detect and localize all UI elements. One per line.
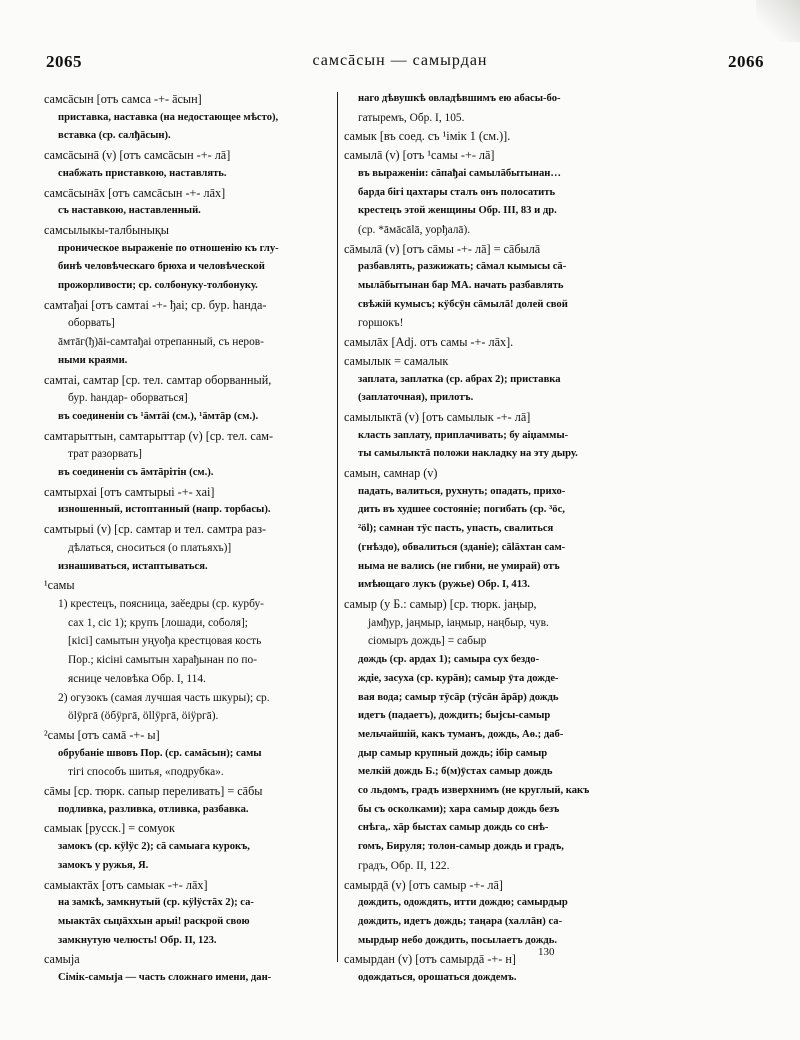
headword-line: самык [въ соед. съ ¹імік 1 (см.)]. [344,129,511,144]
definition-line: дѣлаться, сноситься (о платьяхъ)] [68,541,232,554]
definition-line: дить въ худшее состояніе; погибать (ср. ³ӧс, [358,504,565,516]
headword-line: самтарыттын, самтарыттар (v) [ср. тел. сам- [44,428,274,443]
page-corner-shadow [756,0,800,42]
running-head: самсāсын — самырдан [312,52,488,69]
definition-line: идетъ (падаетъ), дождить; быјсы-самыр [358,710,551,722]
headword-line: самтаі, самтар [ср. тел. самтар оборванный, [44,372,272,387]
definition-line: съ наставкою, наставленный. [58,205,201,217]
definition-line: бинѣ человѣческаго брюха и человѣческой [58,261,265,273]
definition-line: сах 1, сіс 1); крупъ [лошади, соболя]; [68,616,248,629]
definition-line: [кісі] самытын уңуођа крестцовая кость [68,635,262,648]
definition-line: дождь (ср. ардах 1); самыра сух бездо- [358,654,540,666]
left-column [44,90,338,988]
definition-line: дыр самыр крупный дождь; ібір самыр [358,747,548,759]
right-column [344,90,642,988]
definition-line: дождить, одождять, итти дождю; самырдыр [358,897,568,909]
definition-line: падать, валиться, рухнуть; опадать, прихо- [358,485,566,497]
definition-line: приставка, наставка (на недостающее мѣсто), [58,111,279,123]
definition-line: на замкѣ, замкнутый (ср. кӱlӱстāх 2); са- [58,897,254,909]
headword-line: самыактāх [отъ самыак -+- лāх] [44,877,208,892]
definition-line: бы съ осколками); хара самыр дождь безъ [358,803,560,815]
definition-line: вставка (ср. салђāсын). [58,130,171,142]
headword-line: ¹самы [44,578,75,593]
definition-line: имѣющаго лукъ (ружье) Обр. I, 413. [358,579,530,591]
definition-line: мельчайшій, какъ туманъ, дождь, Аө.; даб- [358,728,564,740]
definition-line: вая вода; самыр тӱсāр (тӱсāн āрāр) дождь [358,691,559,703]
definition-line: ждіе, засуха (ср. курāн); самыр ӯта дожде- [358,672,559,684]
definition-line: гомъ, Бируля; толон-самыр дождь и градъ, [358,841,564,853]
headword-line: самсāсын [отъ самса -+- āсын] [44,92,202,106]
definition-line: 2) огузокъ (самая лучшая часть шкуры); ср. [58,691,270,704]
definition-line: въ соединеніи съ āмтāрітін (см.). [58,467,214,479]
definition-line: замокъ (ср. кӱlӱс 2); сā самыага курокъ, [58,841,250,853]
definition-line: проническое выраженіе по отношенію къ глу- [58,242,279,254]
definition-line: разбавлять, разжижать; сāмал кымысы сā- [358,261,567,273]
definition-line: (гнѣздо), обвалиться (зданіе); сālāхтан сам- [358,541,566,553]
headword-line: самылык = самалык [344,353,449,368]
headword-line: самтырхаі [отъ самтырыі -+- хаі] [44,484,215,499]
definition-line: изношенный, истоптанный (напр. торбасы). [58,504,271,516]
headword-line: самтађаі [отъ самтаі -+- ђаі; ср. бур. һанда- [44,297,267,312]
definition-line: сіомыръ дождь] = сабыр [368,635,487,648]
definition-line: Сімік-самыја — часть сложнаго имени, дан- [58,972,272,984]
headword-line: самылыктā (v) [отъ самылык -+- лā] [344,409,531,424]
headword-line: сāмы [ср. тюрк. сапыр переливать] = сāбы [44,784,263,799]
headword-line: самтырыі (v) [ср. самтар и тел. самтра раз- [44,522,267,537]
definition-line: одождаться, орошаться дождемъ. [358,972,517,984]
definition-line: свѣжій кумысъ; кӱбсӱн сāмылā! долей свой [358,298,568,310]
headword-line: самылāх [Adj. отъ самы -+- лāх]. [344,335,514,350]
headword-line: самсāсынāх [отъ самсāсын -+- лāх] [44,185,226,200]
definition-line: ӧlӱргā (ӧбӱргā, ӧllӱргā, ӧiӱргā). [68,710,219,723]
page-number-right: 2066 [728,52,764,71]
column-divider [337,92,338,962]
definition-line: āмтāг(ђ)āі-самтађаі отрепанный, съ неров- [58,336,264,349]
definition-line: крестецъ этой женщины Обр. III, 83 и др. [358,205,557,217]
definition-line: ²ӧl); самнан тӱс пасть, упасть, свалиться [358,523,554,535]
definition-line: въ соединеніи съ ¹āмтāі (см.), ¹āмтāр (см.). [58,410,259,422]
definition-line: ныма не вались (не гибни, не умирай) отъ [358,560,560,572]
definition-line: гатыремъ, Обр. I, 105. [358,111,465,124]
headword-line: самылā (v) [отъ ¹самы -+- лā] [344,148,495,163]
definition-line: прожорливости; ср. солбонуку-толбонуку. [58,280,258,292]
headword-line: сāмылā (v) [отъ сāмы -+- лā] = сāбылā [344,241,541,256]
definition-line: тігі способъ шитья, «подрубка». [68,766,224,779]
definition-line: заплата, заплатка (ср. абрах 2); приставка [358,373,561,385]
definition-line: наго дѣвушкѣ овладѣвшимъ ею абасы-бо- [358,93,561,104]
definition-line: класть заплату, приплачивать; бу аіџаммы- [358,429,569,441]
definition-line: бур. һандар- оборваться] [68,392,188,405]
definition-line: мылāбытынан бар МА. начать разбавлять [358,280,564,292]
definition-line: ными краями. [58,354,128,366]
definition-line: мыактāх сыџāххын арыі! раскрой свою [58,915,250,927]
headword-line: самыак [русск.] = сомуок [44,821,175,836]
definition-line: снабжать приставкою, наставлять. [58,167,227,179]
definition-line: въ выраженіи: сāпађаі самылāбытынан… [358,167,562,179]
definition-line: яснице человѣка Обр. I, 114. [68,672,206,685]
definition-line: мелкій дождь Б.; б(м)ӯстах самыр дождь [358,766,553,778]
headword-line: самсылыкы-талбынықы [44,222,169,237]
definition-line: оборвать] [68,317,115,330]
definition-line: горшокъ! [358,317,404,330]
headword-line: самсāсынā (v) [отъ самсāсын -+- лā] [44,148,231,163]
headword-line: самырдā (v) [отъ самыр -+- лā] [344,877,503,892]
definition-line: снѣга,. хāр быстах самыр дождь со снѣ- [358,822,549,834]
definition-line: (заплаточная), прилотъ. [358,392,474,404]
definition-line: подливка, разливка, отливка, разбавка. [58,803,249,815]
definition-line: барда бігі цахтары сталъ онъ полосатить [358,186,556,198]
headword-line: самырдан (v) [отъ самырдā -+- н] [344,952,516,967]
definition-line: обрубаніе швовъ Пор. (ср. самāсын); самы [58,747,262,759]
definition-line: јамђур, јаңмыр, іаңмыр, наңбыр, чув. [368,616,549,629]
definition-line: 1) крестецъ, поясница, заӗедры (ср. курбу- [58,597,264,610]
definition-line: градъ, Обр. II, 122. [358,859,450,872]
headword-line: ²самы [отъ самā -+- ы] [44,727,160,742]
definition-line: изнашиваться, истаптываться. [58,560,208,572]
headword-line: самыја [44,952,80,967]
definition-line: Пор.; кісіні самытын харађынан по по- [68,654,258,667]
definition-line: (ср. *āмāсālā, уорђалā). [358,223,471,236]
headword-line: самын, самнар (v) [344,466,438,481]
definition-line: замокъ у ружья, Я. [58,859,149,871]
definition-line: ты самылыктā положи накладку на эту дыру. [358,448,578,460]
definition-line: дождить, идетъ дождь; таңара (халлāн) са- [358,915,563,927]
definition-line: мырдыр небо дождить, посылаетъ дождь. [358,934,557,946]
page-number-left: 2065 [46,52,82,71]
definition-line: со льдомъ, градъ изверхнимъ (не круглый, какъ [358,785,590,797]
headword-line: самыр (у Б.: самыр) [ср. тюрк. јаңыр, [344,596,537,611]
definition-line: трат разорвать] [68,448,142,461]
definition-line: замкнутую челюсть! Обр. II, 123. [58,934,217,946]
folio-signature: 130 [538,946,555,958]
